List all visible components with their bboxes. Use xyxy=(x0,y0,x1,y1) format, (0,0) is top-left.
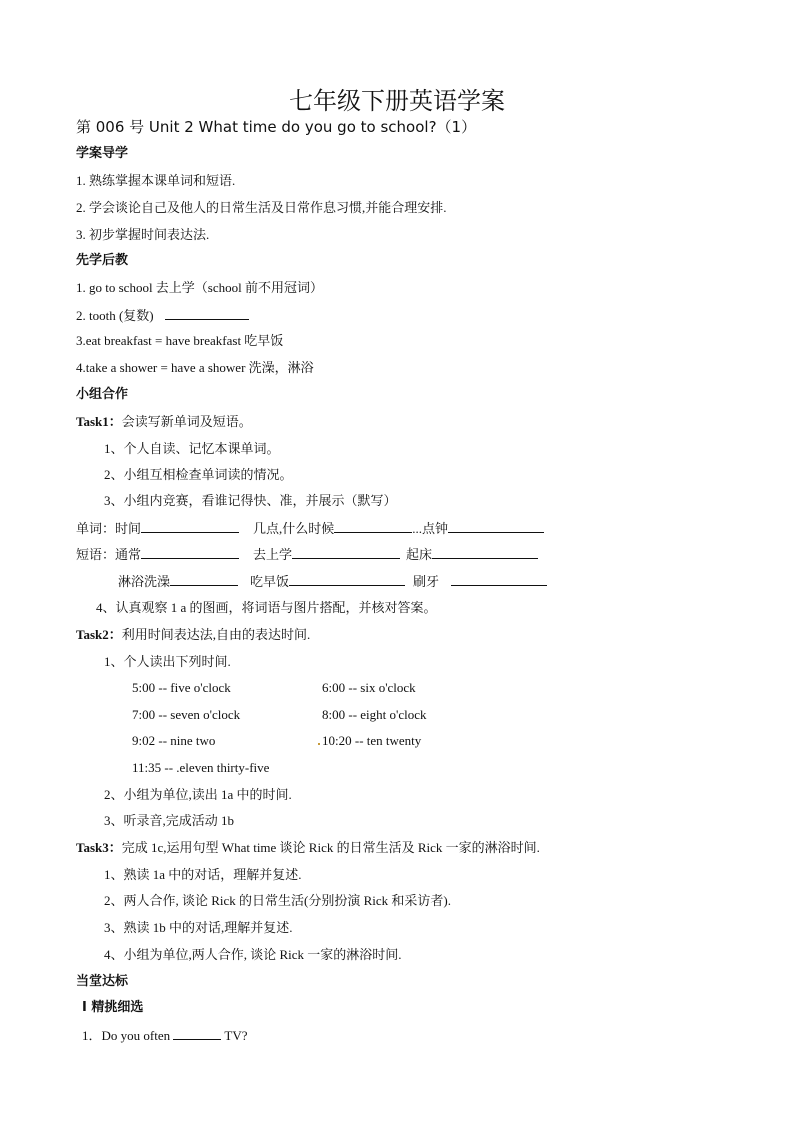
task3-step: 2、两人合作, 谈论 Rick 的日常生活(分别扮演 Rick 和采访者). xyxy=(104,893,452,908)
prelearn-item: 3.eat breakfast = have breakfast 吃早饭 xyxy=(76,333,284,348)
guide-item: 1. 熟练掌握本课单词和短语. xyxy=(76,173,236,188)
section-heading-guide: 学案导学 xyxy=(76,146,129,161)
answer-blank[interactable] xyxy=(173,1027,221,1040)
task3-text: 完成 1c,运用句型 What time 谈论 Rick 的日常生活及 Rick 一家的淋浴时间. xyxy=(121,840,540,855)
answer-blank[interactable] xyxy=(170,573,238,586)
word-prompt: 时间 xyxy=(115,521,142,536)
time-item: 8:00 -- eight o'clock xyxy=(322,707,427,722)
phrase-prompt: 通常 xyxy=(115,547,142,562)
question-1 xyxy=(82,1027,247,1044)
phrase-prompt: 刷牙 xyxy=(413,574,440,589)
prelearn-item: 4.take a shower = have a shower 洗澡，淋浴 xyxy=(76,360,314,375)
answer-blank[interactable] xyxy=(165,307,249,320)
task1-line xyxy=(76,414,252,430)
section-heading-group: 小组合作 xyxy=(76,387,129,402)
task2-step: 3、听录音,完成活动 1b xyxy=(104,813,235,828)
task2-text: 利用时间表达法,自由的表达时间. xyxy=(121,627,311,642)
phrase-prompt: 淋浴洗澡 xyxy=(118,574,171,589)
task1-step: 3、小组内竞赛，看谁记得快、准，并展示（默写） xyxy=(104,493,397,508)
stray-mark xyxy=(318,743,320,745)
section-heading-class-test: 当堂达标 xyxy=(76,974,129,989)
time-item: 10:20 -- ten twenty xyxy=(322,733,422,748)
time-item: 7:00 -- seven o'clock xyxy=(132,707,241,722)
word-prompt: ...点钟 xyxy=(412,521,449,536)
lesson-subtitle: 第 006 号 Unit 2 What time do you go to school?（1） xyxy=(76,118,477,136)
answer-blank[interactable] xyxy=(289,573,405,586)
task2-step: 1、个人读出下列时间. xyxy=(104,654,231,669)
phrases-label: 短语： xyxy=(76,547,116,562)
phrases-row xyxy=(76,546,538,563)
guide-item: 3. 初步掌握时间表达法. xyxy=(76,227,210,242)
phrase-prompt: 吃早饭 xyxy=(250,574,290,589)
task1-text: 会读写新单词及短语。 xyxy=(121,414,252,429)
task3-line xyxy=(76,840,540,856)
phrase-prompt: 去上学 xyxy=(253,547,293,562)
guide-item: 2. 学会谈论自己及他人的日常生活及日常作息习惯,并能合理安排. xyxy=(76,200,447,215)
task3-label: Task3： xyxy=(76,840,122,855)
prelearn-item: 1. go to school 去上学（school 前不用冠词） xyxy=(76,280,323,295)
task1-step: 4、认真观察 1 a 的图画，将词语与图片搭配，并核对答案。 xyxy=(96,600,437,615)
prelearn-item xyxy=(76,307,249,324)
answer-blank[interactable] xyxy=(292,546,400,559)
time-item: 5:00 -- five o'clock xyxy=(132,680,231,695)
section-heading-prelearn: 先学后教 xyxy=(76,253,129,268)
word-prompt: 几点,什么时候 xyxy=(253,521,335,536)
answer-blank[interactable] xyxy=(451,573,547,586)
exercise-section-title: I 精挑细选 xyxy=(82,1000,144,1015)
answer-blank[interactable] xyxy=(141,520,239,533)
question-text: 1．Do you often xyxy=(82,1028,171,1043)
task2-label: Task2： xyxy=(76,627,122,642)
task2-line xyxy=(76,627,310,643)
phrase-prompt: 起床 xyxy=(406,547,433,562)
answer-blank[interactable] xyxy=(432,546,538,559)
answer-blank[interactable] xyxy=(448,520,544,533)
task3-step: 4、小组为单位,两人合作, 谈论 Rick 一家的淋浴时间. xyxy=(104,947,402,962)
question-text: TV? xyxy=(224,1028,248,1043)
time-item: 9:02 -- nine two xyxy=(132,733,216,748)
words-label: 单词： xyxy=(76,521,116,536)
words-row xyxy=(76,520,544,537)
answer-blank[interactable] xyxy=(141,546,239,559)
task1-label: Task1： xyxy=(76,414,122,429)
prelearn-item-text: 2. tooth (复数) xyxy=(76,308,154,323)
task1-step: 2、小组互相检查单词读的情况。 xyxy=(104,467,293,482)
task3-step: 3、熟读 1b 中的对话,理解并复述. xyxy=(104,920,293,935)
phrases-row xyxy=(118,573,547,590)
task3-step: 1、熟读 1a 中的对话，理解并复述. xyxy=(104,867,302,882)
page-title: 七年级下册英语学案 xyxy=(289,87,505,115)
time-item: 6:00 -- six o'clock xyxy=(322,680,416,695)
answer-blank[interactable] xyxy=(334,520,412,533)
time-item: 11:35 -- .eleven thirty-five xyxy=(132,760,270,775)
task2-step: 2、小组为单位,读出 1a 中的时间. xyxy=(104,787,292,802)
task1-step: 1、个人自读、记忆本课单词。 xyxy=(104,441,280,456)
